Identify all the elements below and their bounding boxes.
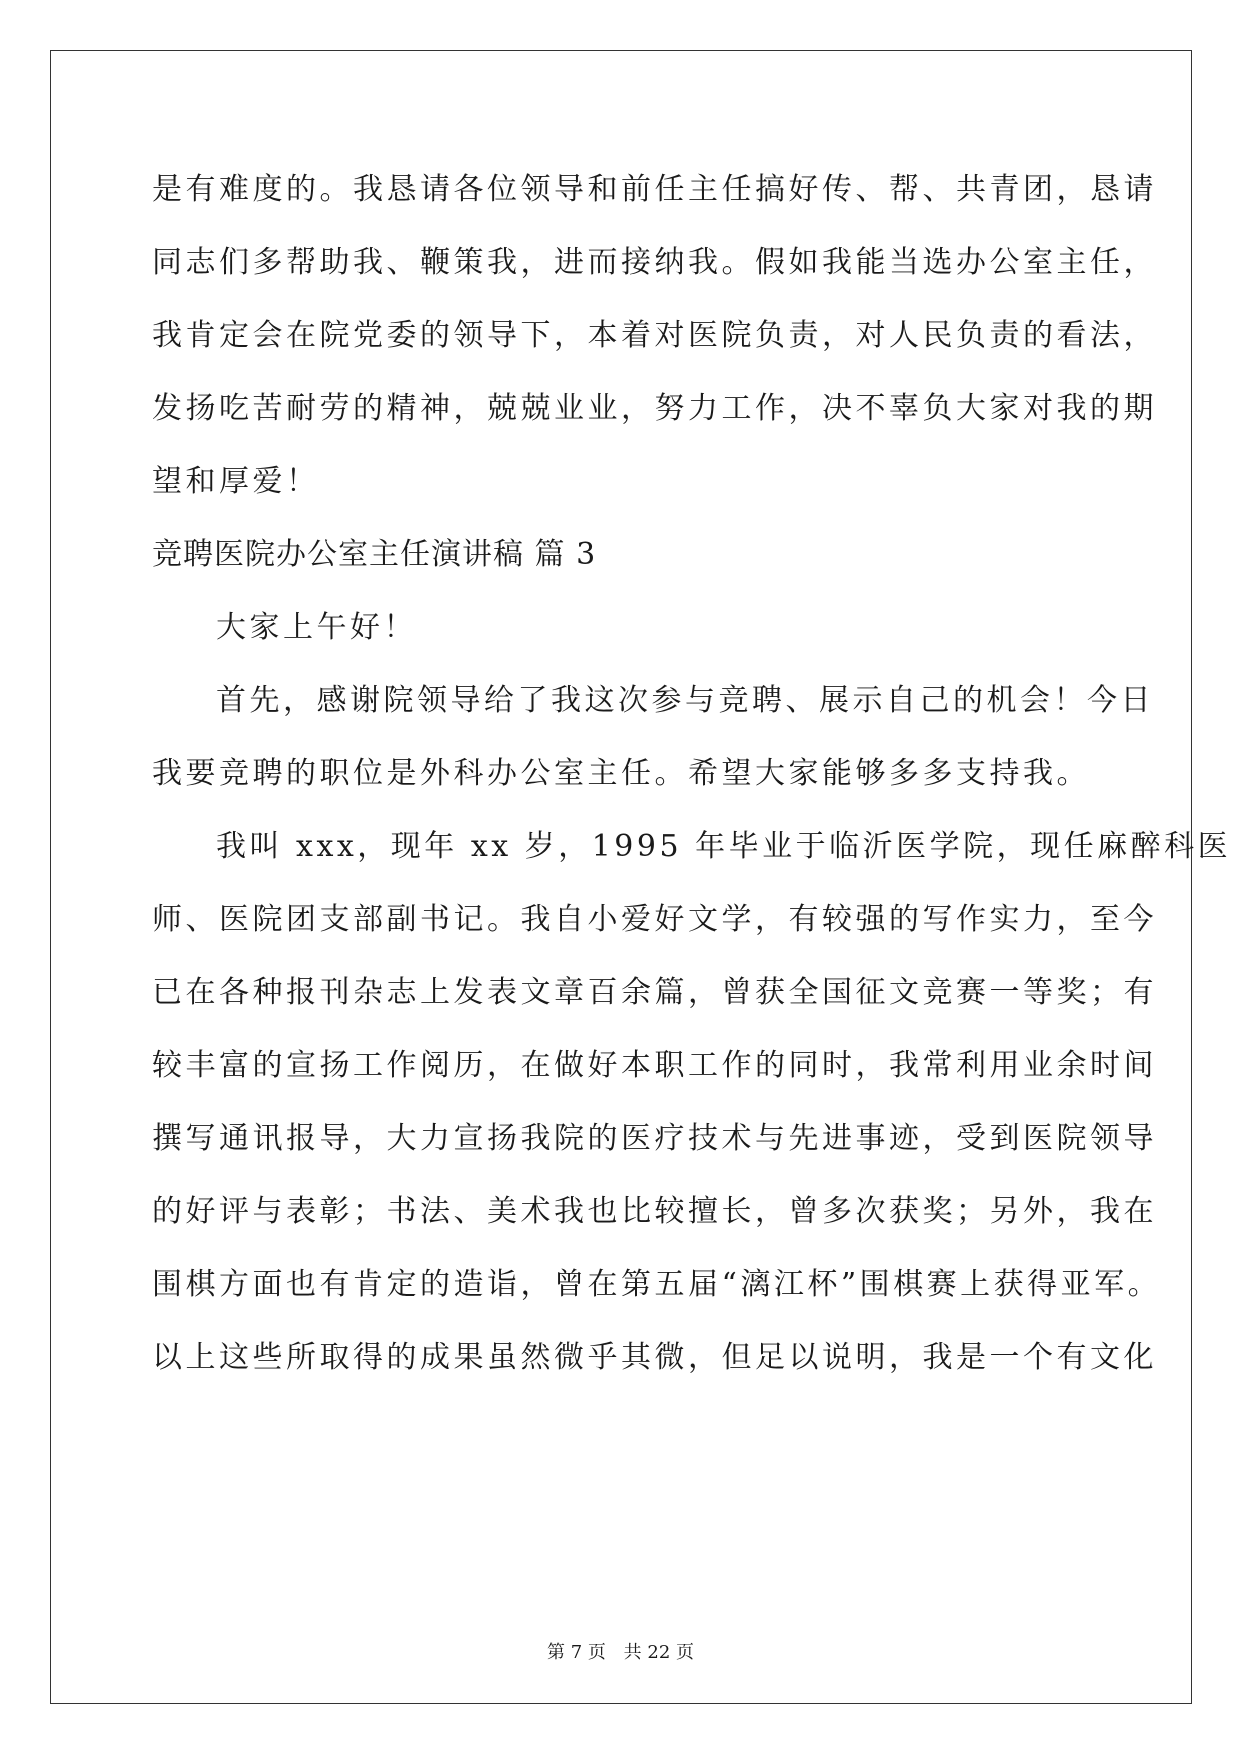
text-line: 我肯定会在院党委的领导下，本着对医院负责，对人民负责的看法，: [152, 318, 1157, 353]
text-line: 师、医院团支部副书记。我自小爱好文学，有较强的写作实力，至今: [152, 902, 1157, 937]
text-line: 望和厚爱！: [152, 464, 320, 499]
text-line: 以上这些所取得的成果虽然微乎其微，但足以说明，我是一个有文化: [152, 1340, 1157, 1375]
paragraph-3: [152, 817, 1232, 1401]
text-line: 撰写通讯报导，大力宣扬我院的医疗技术与先进事迹，受到医院领导: [152, 1121, 1157, 1156]
page-footer: [0, 1638, 1241, 1664]
text-line: 是有难度的。我恳请各位领导和前任主任搞好传、帮、共青团，恳请: [152, 172, 1157, 207]
text-line: 已在各种报刊杂志上发表文章百余篇，曾获全国征文竞赛一等奖；有: [152, 975, 1157, 1010]
text-line: 较丰富的宣扬工作阅历，在做好本职工作的同时，我常利用业余时间: [152, 1048, 1157, 1083]
paragraph-2: [152, 671, 1154, 817]
text-line: 同志们多帮助我、鞭策我，进而接纳我。假如我能当选办公室主任，: [152, 245, 1157, 280]
text-line: 我要竞聘的职位是外科办公室主任。希望大家能够多多支持我。: [152, 756, 1090, 791]
greeting-line: 大家上午好！: [216, 610, 417, 645]
document-body: [152, 160, 1232, 1401]
text-line: 围棋方面也有肯定的造诣，曾在第五届“漓江杯”围棋赛上获得亚军。: [152, 1267, 1162, 1302]
paragraph-1: [152, 160, 1157, 525]
section-heading: 竞聘医院办公室主任演讲稿 篇 3: [152, 537, 597, 572]
text-line: 发扬吃苦耐劳的精神，兢兢业业，努力工作，决不辜负大家对我的期: [152, 391, 1157, 426]
text-line: 的好评与表彰；书法、美术我也比较擅长，曾多次获奖；另外，我在: [152, 1194, 1157, 1229]
page-number: 第 7 页: [547, 1642, 606, 1663]
text-line: 首先，感谢院领导给了我这次参与竞聘、展示自己的机会！今日: [216, 683, 1154, 718]
text-line: 我叫 xxx，现年 xx 岁，1995 年毕业于临沂医学院，现任麻醉科医: [216, 829, 1232, 864]
page-total: 共 22 页: [623, 1642, 694, 1663]
